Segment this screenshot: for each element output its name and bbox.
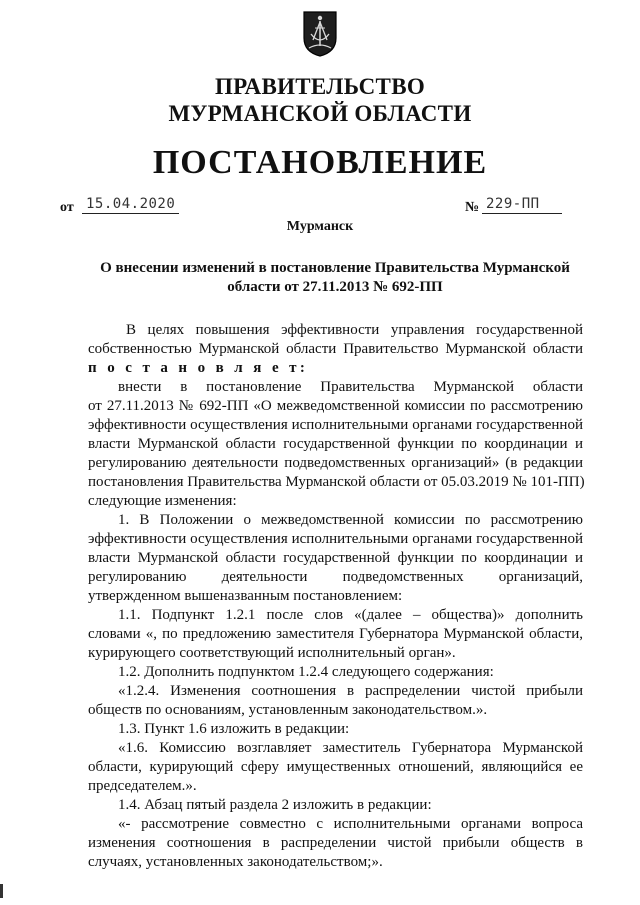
body-line: «- рассмотрение совместно с исполнительными органами вопроса [118,816,583,832]
body-line: «1.6. Комиссию возглавляет заместитель Губернатора Мурманской [118,740,583,756]
body-line: 1.3. Пункт 1.6 изложить в редакции: [118,721,350,737]
body-line: эффективности осуществления исполнительными органами государственной [88,417,583,433]
body-line: изменения соотношения в распределении чистой прибыли обществ в [88,835,583,851]
body-line-decree-word: п о с т а н о в л я е т: [88,360,309,376]
body-line: регулированию деятельности подведомственных организаций» (в редакции [88,455,583,471]
body-line: В целях повышения эффективности управления государственной [126,322,583,338]
body-line: от 27.11.2013 № 692-ПП «О межведомственной комиссии по рассмотрению [88,398,583,414]
body-line: внести в постановление Правительства Мурманской области [118,379,583,395]
body-line: регулированию деятельности подведомственных организаций, [88,569,583,585]
body-line: 1. В Положении о межведомственной комиссии по рассмотрению [118,512,583,528]
body-line: «1.2.4. Изменения соотношения в распределении чистой прибыли [118,683,583,699]
murmansk-coat-of-arms-icon [301,8,339,58]
body-line: случаях, установленных законодательством;». [88,854,383,870]
body-line: эффективности осуществления исполнительными органами государственной [88,531,583,547]
body-line: власти Мурманской области государственной функции по координации и [88,436,583,452]
body-line: курирующего соответствующий исполнительный орган». [88,645,456,661]
body-line: области, курирующий сферу имущественных отношений, являющийся ее [88,759,583,775]
document-number: 229-ПП [482,196,562,214]
city-name: Мурманск [286,219,354,234]
body-line: обществ по основаниям, установленным законодательством.». [88,702,488,718]
body-line: 1.1. Подпункт 1.2.1 после слов «(далее – общества)» дополнить [118,607,583,623]
document-type-title: ПОСТАНОВЛЕНИЕ [152,144,488,181]
body-line: следующие изменения: [88,493,237,509]
body-line: словами «, по предложению заместителя Губернатора Мурманской области, [88,626,583,642]
date-prefix: от [60,200,74,215]
body-line: власти Мурманской области государственной функции по координации и [88,550,583,566]
body-line: председателем.». [88,778,197,794]
government-title-line2: МУРМАНСКОЙ ОБЛАСТИ [168,101,472,126]
subject-line2: области от 27.11.2013 № 692-ПП [227,279,443,295]
scan-margin-mark [0,884,3,898]
date-number-row [60,196,580,218]
body-line: постановления Правительства Мурманской области от 05.03.2019 № 101-ПП) [88,474,585,490]
body-line: собственностью Мурманской области Правительство Мурманской области [88,341,583,357]
body-line: утвержденном вышеназванным постановлением: [88,588,403,604]
government-title-line1: ПРАВИТЕЛЬСТВО [214,74,426,99]
document-body [88,321,583,872]
body-line: 1.4. Абзац пятый раздела 2 изложить в редакции: [118,797,432,813]
body-line: 1.2. Дополнить подпунктом 1.2.4 следующего содержания: [118,664,494,680]
subject-line1: О внесении изменений в постановление Правительства Мурманской [100,260,570,276]
document-date: 15.04.2020 [82,196,179,214]
number-prefix: № [465,200,480,215]
